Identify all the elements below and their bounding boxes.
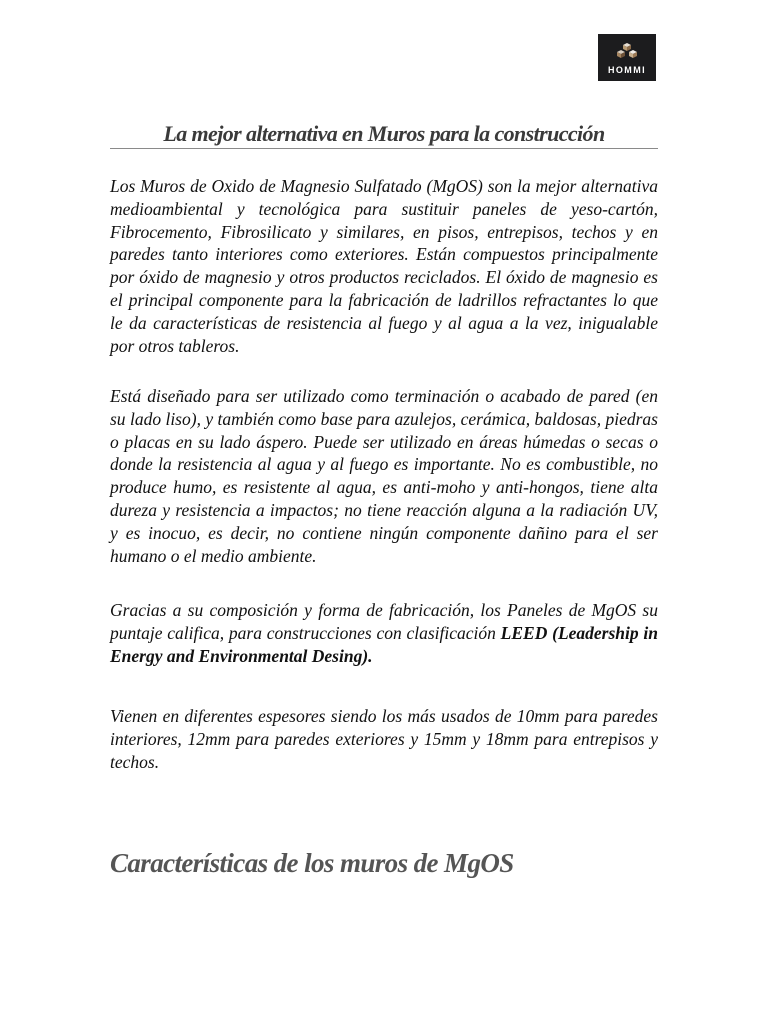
intro-paragraph: Los Muros de Oxido de Magnesio Sulfatado (MgOS) son la mejor alternativa medioambiental y tecnológica para sustituir paneles de yeso-cartón, Fibrocemento, Fibrosilicato y similares, en pisos, entrepisos, techos y en paredes tanto interiores como exteriores. Están compuestos principalmente por óxido de magnesio y otros productos reciclados. El óxido de magnesio es el principal componente para la fabricación de ladrillos refractantes lo que le da características de resistencia al fuego y al agua a la vez, inigualable por otros tableros. xyxy=(110,176,658,356)
section-heading: Características de los muros de MgOS xyxy=(110,848,514,878)
title-underline xyxy=(110,148,658,149)
document-title: La mejor alternativa en Muros para la construcción xyxy=(163,121,605,146)
leed-paragraph xyxy=(110,599,658,667)
usage-paragraph: Está diseñado para ser utilizado como terminación o acabado de pared (en su lado liso), y también como base para azulejos, cerámica, baldosas, piedras o placas en su lado áspero. Puede ser utilizado en áreas húmedas o secas o donde la resistencia al agua y al fuego es importante. No es combustible, no produce humo, es resistente al agua, es anti-moho y anti-hongos, tiene alta dureza y resistencia a impactos; no tiene reacción alguna a la radiación UV, y es inocuo, es decir, no contiene ningún componente dañino para el ser humano o el medio ambiente. xyxy=(110,386,658,566)
hommi-logo xyxy=(598,34,656,81)
stacked-cubes-icon xyxy=(615,42,639,62)
leed-bold-text: LEED (Leadership in Energy and Environmental Desing). xyxy=(110,622,658,666)
logo-text: HOMMI xyxy=(608,65,646,75)
leed-lead-text: Gracias a su composición y forma de fabricación, los Paneles de MgOS su puntaje califica, para construcciones con clasificación xyxy=(110,600,658,643)
thickness-paragraph: Vienen en diferentes espesores siendo los más usados de 10mm para paredes interiores, 12mm para paredes exteriores y 15mm y 18mm para entrepisos y techos. xyxy=(110,706,658,772)
